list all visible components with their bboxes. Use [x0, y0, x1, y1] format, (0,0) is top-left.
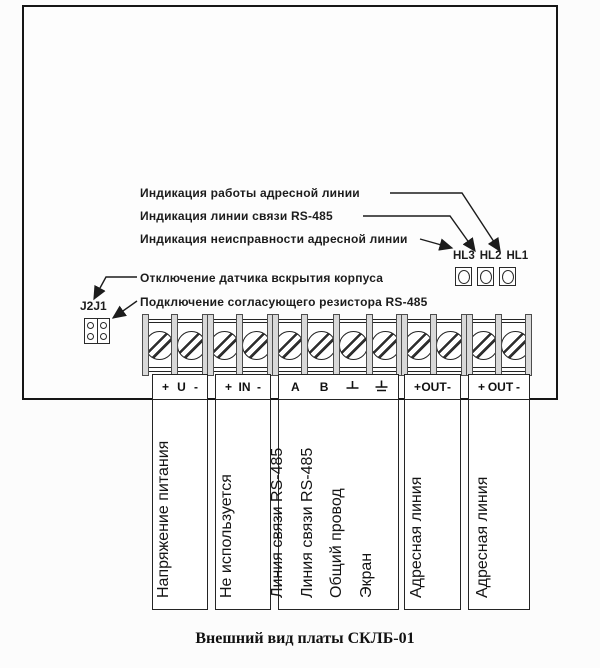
jumper-j1-pins-icon	[97, 319, 110, 343]
common-wire-ground-icon	[339, 380, 368, 394]
divider-post	[495, 314, 502, 376]
divider-post	[366, 314, 373, 376]
divider-post	[333, 314, 340, 376]
screw-terminal-icon	[404, 331, 433, 360]
screw-terminal-icon	[307, 331, 336, 360]
description-shield: Экран	[358, 552, 376, 598]
led-label-hl3: HL3	[453, 250, 475, 262]
callout-address-line-activity: Индикация работы адресной линии	[140, 186, 360, 200]
pin-label: U	[177, 380, 186, 394]
description-power: Напряжение питания	[155, 440, 172, 598]
designation-in	[215, 374, 271, 400]
callout-address-line-fault: Индикация неисправности адресной линии	[140, 232, 408, 246]
callout-rs485-terminator: Подключение согласующего резистора RS-485	[140, 295, 428, 309]
description-unused: Не используется	[218, 474, 235, 598]
minus-sign: -	[515, 380, 520, 394]
designation-out2	[468, 374, 530, 400]
minus-sign: -	[256, 380, 261, 394]
description-common-wire: Общий провод	[328, 488, 346, 598]
description-rs485-b: Линия связи RS-485	[298, 447, 316, 598]
minus-sign: -	[194, 380, 198, 394]
divider-post	[466, 314, 473, 376]
divider-post	[401, 314, 408, 376]
figure-caption: Внешний вид платы СКЛБ-01	[195, 630, 415, 647]
led-hl2-icon	[477, 267, 494, 286]
terminal-group-in	[208, 319, 273, 372]
plus-sign: +	[225, 380, 233, 394]
jumper-block-icon	[84, 318, 110, 344]
description-rs485-a: Линия связи RS-485	[268, 447, 286, 598]
description-box-power	[152, 399, 208, 610]
terminal-group-out1	[402, 319, 467, 372]
minus-sign: -	[446, 380, 451, 394]
screw-terminal-icon	[145, 331, 174, 360]
plus-sign: +	[414, 380, 422, 394]
terminal-group-u	[143, 319, 208, 372]
terminal-group-rs485	[273, 319, 402, 372]
description-address-line-1: Адресная линия	[407, 476, 425, 598]
jumper-designators	[80, 299, 107, 313]
divider-post	[142, 314, 149, 376]
pin-label: OUT	[487, 380, 514, 394]
divider-post	[207, 314, 214, 376]
divider-post	[171, 314, 178, 376]
jumper-label-j2: J2	[80, 299, 94, 313]
description-address-line-2: Адресная линия	[474, 476, 491, 598]
pin-label-a: A	[291, 380, 300, 394]
pin-label: OUT	[421, 380, 447, 394]
led-hl1-icon	[499, 267, 516, 286]
callout-rs485-link: Индикация линии связи RS-485	[140, 209, 333, 223]
divider-post	[236, 314, 243, 376]
led-hl3-icon	[455, 267, 472, 286]
plus-sign: +	[478, 380, 486, 394]
terminal-group-out2	[467, 319, 531, 372]
pin-label: IN	[238, 380, 251, 394]
led-row	[455, 267, 516, 286]
divider-post	[430, 314, 437, 376]
description-box-rs485	[268, 399, 399, 610]
jumper-label-j1: J1	[93, 299, 107, 313]
led-label-hl1: HL1	[506, 250, 529, 262]
shield-ground-icon	[367, 380, 396, 394]
led-designators	[453, 250, 528, 262]
description-box-unused	[215, 399, 271, 610]
led-label-hl2: HL2	[479, 250, 502, 262]
designation-u	[152, 374, 208, 400]
divider-post	[272, 314, 279, 376]
pin-label-b: B	[319, 380, 329, 394]
screw-terminal-icon	[275, 331, 304, 360]
plus-sign: +	[162, 380, 170, 394]
description-box-out2	[468, 399, 530, 610]
screw-terminal-icon	[339, 331, 368, 360]
divider-post	[525, 314, 532, 376]
callout-tamper-disable: Отключение датчика вскрытия корпуса	[140, 271, 384, 285]
screw-terminal-icon	[469, 331, 498, 360]
screw-terminal-icon	[210, 331, 239, 360]
description-box-out1	[404, 399, 461, 610]
designation-out1	[404, 374, 461, 400]
jumper-j2-pins-icon	[85, 319, 97, 343]
divider-post	[301, 314, 308, 376]
designation-rs485	[278, 374, 399, 400]
